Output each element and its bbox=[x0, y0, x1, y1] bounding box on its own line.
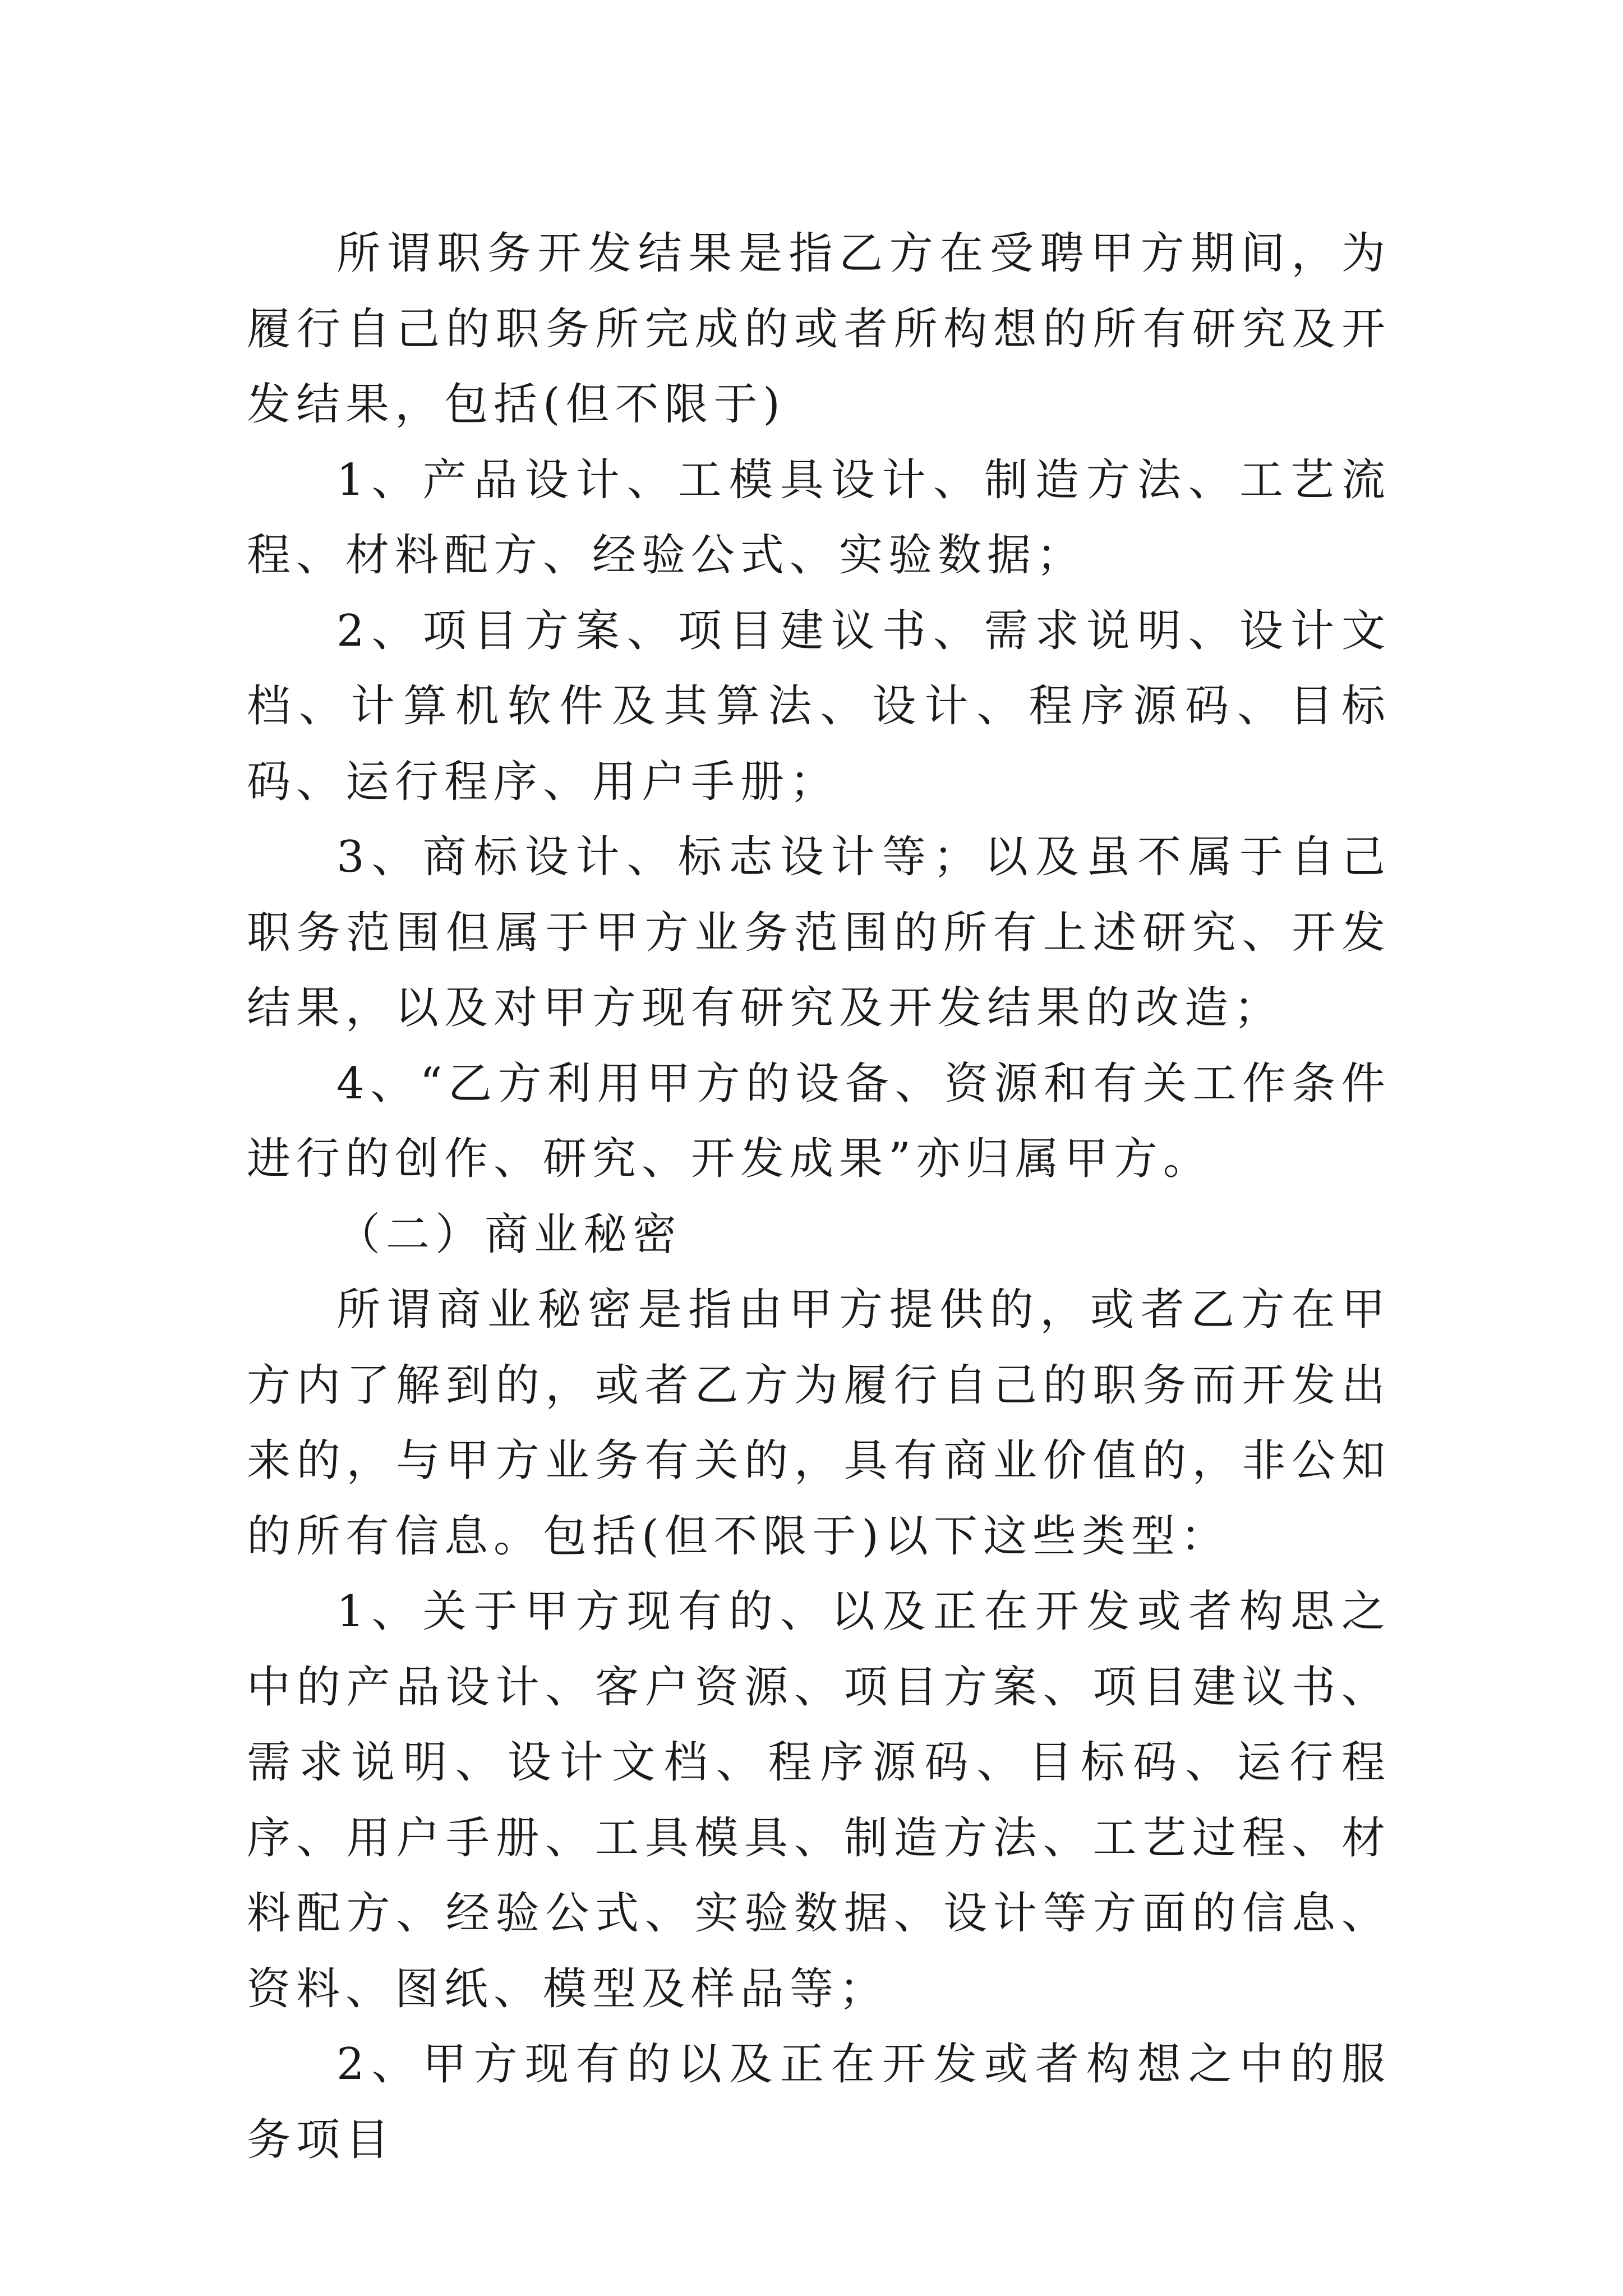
paragraph-job-development-results-definition: 所谓职务开发结果是指乙方在受聘甲方期间，为履行自己的职务所完成的或者所构想的所有研究及开发结果，包括(但不限于) bbox=[247, 228, 1391, 430]
paragraph-secret-item-1: 1、关于甲方现有的、以及正在开发或者构思之中的产品设计、客户资源、项目方案、项目建议书、需求说明、设计文档、程序源码、目标码、运行程序、用户手册、工具模具、制造方法、工艺过程、材料配方、经验公式、实验数据、设计等方面的信息、资料、图纸、模型及样品等； bbox=[247, 1586, 1391, 2014]
document-body bbox=[247, 216, 1391, 2178]
paragraph-item-2-project-plans: 2、项目方案、项目建议书、需求说明、设计文档、计算机软件及其算法、设计、程序源码、目标码、运行程序、用户手册； bbox=[247, 605, 1391, 807]
paragraph-trade-secrets-definition: 所谓商业秘密是指由甲方提供的，或者乙方在甲方内了解到的，或者乙方为履行自己的职务而开发出来的，与甲方业务有关的，具有商业价值的，非公知的所有信息。包括(但不限于)以下这些类型： bbox=[247, 1285, 1391, 1562]
paragraph-secret-item-2: 2、甲方现有的以及正在开发或者构想之中的服务项目 bbox=[247, 2039, 1391, 2165]
paragraph-item-1-product-design: 1、产品设计、工模具设计、制造方法、工艺流程、材料配方、经验公式、实验数据； bbox=[247, 454, 1391, 581]
paragraph-item-4-resource-use: 4、“乙方利用甲方的设备、资源和有关工作条件进行的创作、研究、开发成果”亦归属甲方。 bbox=[247, 1058, 1391, 1184]
section-heading-trade-secrets: （二）商业秘密 bbox=[336, 1209, 683, 1260]
paragraph-item-3-trademark-design: 3、商标设计、标志设计等；以及虽不属于自己职务范围但属于甲方业务范围的所有上述研究、开发结果，以及对甲方现有研究及开发结果的改造； bbox=[247, 832, 1391, 1033]
